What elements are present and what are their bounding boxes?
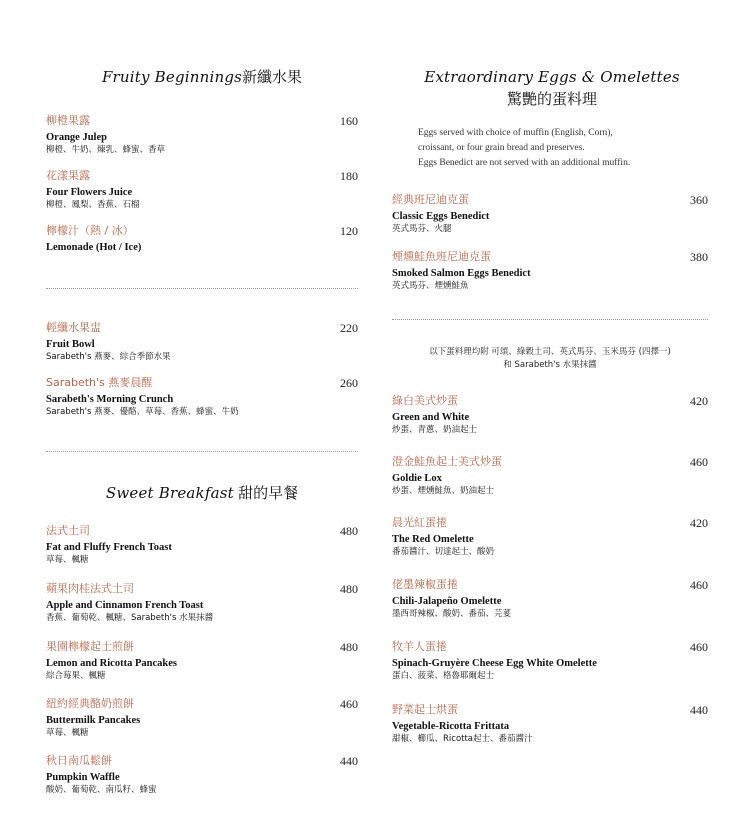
item-name-zh: 澄金鮭魚起士美式炒蛋 (392, 455, 502, 468)
menu-item (392, 250, 708, 292)
menu-item (46, 582, 358, 624)
item-description: 炒蛋、青蔥、奶油起士 (392, 425, 478, 435)
menu-item (46, 169, 358, 211)
item-price: 440 (340, 754, 358, 768)
item-name-en: Buttermilk Pancakes (46, 715, 141, 726)
item-name-en: Vegetable-Ricotta Frittata (392, 721, 510, 732)
item-description: Sarabeth's 燕麥、綜合季節水果 (46, 352, 171, 362)
item-name-en: Fruit Bowl (46, 339, 95, 350)
item-price: 460 (690, 455, 708, 469)
menu-item (392, 578, 708, 620)
item-name-zh: 花漾果露 (46, 169, 90, 182)
item-description: 蛋白、菠菜、格魯耶爾起士 (392, 671, 495, 681)
item-description: 草莓、楓糖 (46, 555, 89, 565)
item-price: 220 (340, 321, 358, 335)
item-name-en: Lemon and Ricotta Pancakes (46, 658, 177, 669)
item-description: 炒蛋、煙燻鮭魚、奶油起士 (392, 486, 495, 496)
item-price: 440 (690, 703, 708, 717)
item-price: 120 (340, 224, 358, 238)
section-divider (46, 288, 358, 289)
section-divider (46, 451, 358, 452)
item-name-en: Fat and Fluffy French Toast (46, 542, 172, 553)
menu-item (46, 754, 358, 796)
item-name-en: Lemonade (Hot / Ice) (46, 242, 142, 253)
item-name-en: Apple and Cinnamon French Toast (46, 600, 204, 611)
item-name-en: Pumpkin Waffle (46, 772, 120, 783)
item-description: 甜椒、櫛瓜、Ricotta起士、番茄醬汁 (392, 734, 533, 744)
eggs-title-zh: 驚艷的蛋料理 (506, 90, 597, 108)
item-description: 番茄醬汁、切達起士、酸奶 (392, 547, 495, 557)
item-price: 420 (690, 516, 708, 530)
fruity-beginnings-heading (46, 66, 358, 87)
item-price: 460 (340, 697, 358, 711)
section-divider (392, 319, 708, 320)
item-name-zh: 佬墨辣椒蛋捲 (392, 578, 458, 591)
item-name-zh: 輕纖水果盅 (46, 321, 101, 334)
omelette-note (392, 346, 708, 372)
sweet-title-script: Sweet Breakfast (105, 484, 234, 502)
eggs-title-script: Extraordinary Eggs & Omelettes (424, 68, 680, 86)
eggs-heading (386, 68, 718, 109)
item-name-zh: 檸檬汁（熱 / 冰） (46, 224, 134, 237)
omelette-note-line: 和 Sarabeth's 水果抹醬 (503, 360, 597, 370)
eggs-note-line: Eggs Benedict are not served with an additional muffin. (418, 158, 631, 168)
fruity-title-zh: 新纖水果 (242, 68, 303, 86)
item-description: 英式馬芬、煙燻鮭魚 (392, 281, 469, 291)
item-name-zh: 果園檸檬起士煎餅 (46, 640, 134, 653)
item-name-zh: 秋日南瓜鬆餅 (46, 754, 112, 767)
item-price: 380 (690, 250, 708, 264)
item-description: 柳橙、牛奶、煉乳、蜂蜜、香草 (46, 145, 166, 155)
item-description: 墨西哥辣椒、酸奶、番茄、芫荽 (392, 609, 512, 619)
item-name-zh: 煙燻鮭魚班尼迪克蛋 (392, 250, 491, 263)
item-price: 180 (340, 169, 358, 183)
item-price: 480 (340, 582, 358, 596)
item-name-en: Green and White (392, 412, 470, 423)
menu-item (46, 321, 358, 363)
item-name-zh: 柳橙果露 (46, 114, 90, 127)
omelette-note-line: 以下蛋料理均附 可頌、綠穀土司、英式馬芬、玉米馬芬 (四擇一) (429, 347, 671, 357)
item-name-zh: 野菜起士烘蛋 (392, 703, 458, 716)
item-name-en: Goldie Lox (392, 473, 442, 484)
item-name-zh: Sarabeth's 燕麥晨醒 (46, 376, 153, 389)
item-name-en: Orange Julep (46, 132, 107, 143)
item-description: Sarabeth's 燕麥、優酪、草莓、香蕉、蜂蜜、牛奶 (46, 407, 239, 417)
item-name-en: Smoked Salmon Eggs Benedict (392, 268, 531, 279)
menu-item (392, 516, 708, 558)
item-name-en: Classic Eggs Benedict (392, 211, 490, 222)
fruity-title-script: Fruity Beginnings (101, 68, 243, 86)
menu-item (392, 640, 708, 682)
menu-item (46, 697, 358, 739)
item-price: 480 (340, 524, 358, 538)
menu-item (46, 640, 358, 682)
item-description: 香蕉、葡萄乾、楓糖、Sarabeth's 水果抹醬 (46, 613, 214, 623)
item-price: 460 (690, 578, 708, 592)
item-description: 綜合莓果、楓糖 (46, 671, 106, 681)
item-description: 酸奶、葡萄乾、南瓜籽、蜂蜜 (46, 785, 157, 795)
item-name-en: Four Flowers Juice (46, 187, 133, 198)
menu-item (392, 455, 708, 497)
item-name-en: Sarabeth's Morning Crunch (46, 394, 174, 405)
item-name-zh: 蘋果肉桂法式土司 (46, 582, 134, 595)
item-price: 480 (340, 640, 358, 654)
item-price: 420 (690, 394, 708, 408)
item-price: 460 (690, 640, 708, 654)
menu-item (46, 376, 358, 418)
menu-item (392, 394, 708, 436)
item-description: 英式馬芬、火腿 (392, 224, 452, 234)
menu-item (46, 224, 358, 254)
menu-item (46, 524, 358, 566)
item-price: 260 (340, 376, 358, 390)
item-description: 草莓、楓糖 (46, 728, 89, 738)
item-name-en: Chili-Jalapeño Omelette (392, 596, 502, 607)
sweet-title-zh: 甜的早餐 (238, 484, 299, 502)
item-name-zh: 牧羊人蛋捲 (392, 640, 447, 653)
item-name-zh: 紐約經典酪奶煎餅 (46, 697, 134, 710)
menu-item (46, 114, 358, 156)
item-name-zh: 經典班尼迪克蛋 (392, 193, 469, 206)
item-name-zh: 晨光紅蛋捲 (392, 516, 447, 529)
menu-item (392, 703, 708, 745)
menu-item (392, 193, 708, 235)
item-price: 360 (690, 193, 708, 207)
item-name-en: The Red Omelette (392, 534, 474, 545)
item-name-zh: 綠白美式炒蛋 (392, 394, 458, 407)
sweet-breakfast-heading (46, 482, 358, 503)
item-name-en: Spinach-Gruyère Cheese Egg White Omelette (392, 658, 597, 669)
item-description: 柳橙、鳳梨、香蕉、石榴 (46, 200, 140, 210)
eggs-note (418, 126, 630, 171)
item-price: 160 (340, 114, 358, 128)
item-name-zh: 法式土司 (46, 524, 90, 537)
eggs-note-line: Eggs served with choice of muffin (English, Corn), (418, 128, 613, 138)
eggs-note-line: croissant, or four grain bread and preserves. (418, 143, 585, 153)
